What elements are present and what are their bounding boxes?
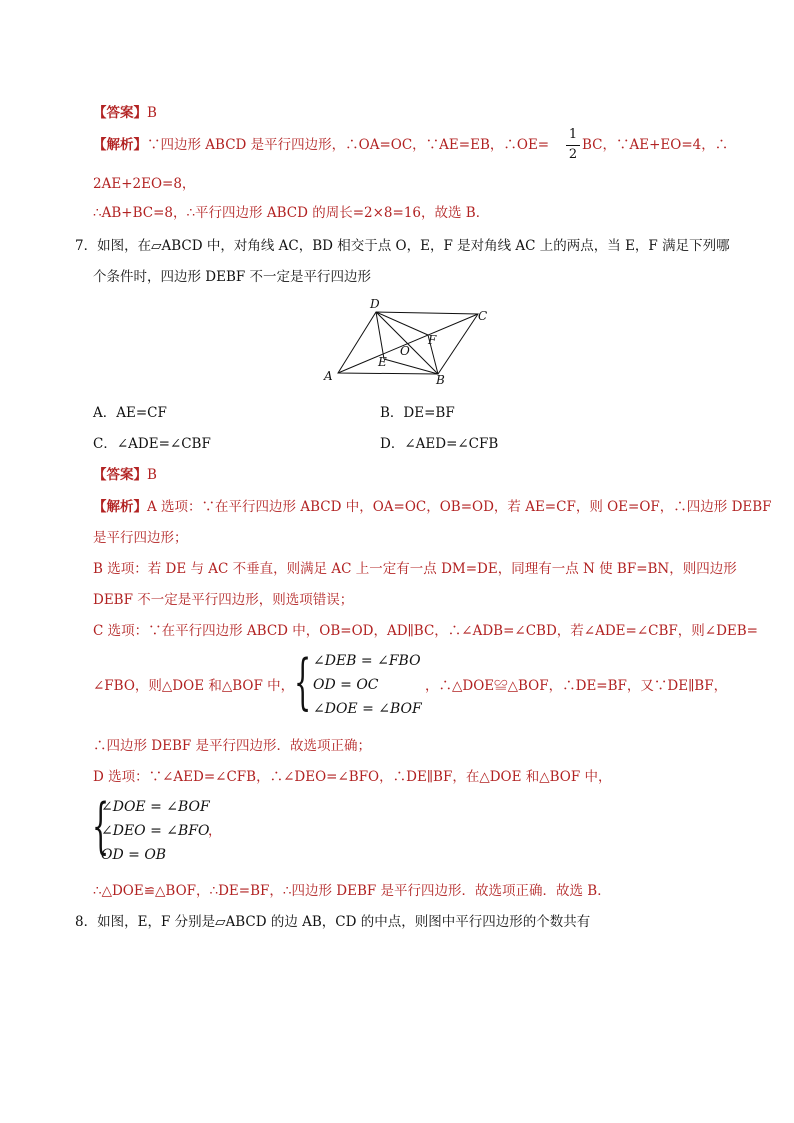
q6-analysis-line2: 2AE+2EO=8， xyxy=(93,176,196,192)
q7-analysis-c3: ∴四边形 DEBF 是平行四边形．故选项正确； xyxy=(93,738,372,754)
q7-analysis-c2a: ∠FBO，则△DOE 和△BOF 中， xyxy=(93,678,295,694)
d-eq-1: ∠DOE = ∠BOF xyxy=(101,799,210,815)
answer-value: B xyxy=(147,467,157,483)
q7-stem-line2: 个条件时，四边形 DEBF 不一定是平行四边形 xyxy=(93,269,372,285)
answer-tag: 【答案】 xyxy=(93,105,147,121)
d-eq-3: OD = OB xyxy=(101,847,167,863)
analysis-tag: 【解析】 xyxy=(93,137,147,153)
label-c: C xyxy=(478,309,488,323)
label-e: E xyxy=(378,355,387,369)
q7-analysis-c2b: ，∴△DOE≌△BOF，∴DE=BF，又∵DE∥BF， xyxy=(425,678,728,694)
q7-analysis-b2: DEBF 不一定是平行四边形，则选项错误； xyxy=(93,592,354,608)
label-o: O xyxy=(400,344,410,358)
q7-analysis-d3: ∴△DOE≌△BOF，∴DE=BF，∴四边形 DEBF 是平行四边形．故选项正确．故选 B． xyxy=(93,883,611,899)
label-a: A xyxy=(324,369,333,383)
q7-option-a: A．AE=CF xyxy=(93,405,167,421)
c-equation-system xyxy=(313,649,422,721)
analysis-text: A 选项：∵在平行四边形 ABCD 中，OA=OC，OB=OD，若 AE=CF，则 OE=OF，∴四边形 DEBF xyxy=(147,499,772,515)
d-equation-system xyxy=(101,795,210,867)
q6-answer-line xyxy=(93,104,157,122)
parallelogram-figure xyxy=(320,295,500,387)
analysis-text: ∵四边形 ABCD 是平行四边形，∴OA=OC，∵AE=EB，∴OE= xyxy=(147,137,550,153)
q6-analysis-line3: ∴AB+BC=8，∴平行四边形 ABCD 的周长=2×8=16，故选 B． xyxy=(93,205,490,221)
q7-analysis-c1: C 选项：∵在平行四边形 ABCD 中，OB=OD，AD∥BC，∴∠ADB=∠CBD，若∠ADE=∠CBF，则∠DEB= xyxy=(93,623,758,639)
c-eq-1: ∠DEB = ∠FBO xyxy=(313,653,421,669)
label-d: D xyxy=(370,297,380,311)
q7-analysis-a2: 是平行四边形； xyxy=(93,530,188,546)
fraction-bar xyxy=(566,145,580,146)
answer-tag: 【答案】 xyxy=(93,467,147,483)
d-system-comma: ， xyxy=(208,823,222,839)
segment-df xyxy=(376,312,428,335)
q7-answer-line xyxy=(93,466,157,484)
q7-analysis-d1: D 选项：∵∠AED=∠CFB，∴∠DEO=∠BFO，∴DE∥BF，在△DOE 和△BOF 中， xyxy=(93,769,612,785)
d-eq-2: ∠DEO = ∠BFO xyxy=(101,823,210,839)
q8-stem: 8．如图，E，F 分别是▱ABCD 的边 AB，CD 的中点，则图中平行四边形的个数共有 xyxy=(75,914,591,930)
left-brace: { xyxy=(92,791,110,861)
q7-option-d: D．∠AED=∠CFB xyxy=(380,436,499,452)
q7-option-c: C．∠ADE=∠CBF xyxy=(93,436,211,452)
q6-analysis-line1 xyxy=(93,136,549,154)
q7-analysis-a1 xyxy=(93,498,772,516)
analysis-tag: 【解析】 xyxy=(93,499,147,515)
label-f: F xyxy=(428,333,437,347)
c-eq-3: ∠DOE = ∠BOF xyxy=(313,701,422,717)
frac-denominator: 2 xyxy=(568,147,578,162)
left-brace: { xyxy=(294,647,312,717)
frac-numerator: 1 xyxy=(568,127,578,142)
q7-stem-line1: 7．如图，在▱ABCD 中，对角线 AC，BD 相交于点 O，E，F 是对角线 AC 上的两点，当 E，F 满足下列哪 xyxy=(75,238,730,254)
c-eq-2: OD = OC xyxy=(313,677,379,693)
answer-value: B xyxy=(147,105,157,121)
label-b: B xyxy=(436,373,445,387)
q7-option-b: B．DE=BF xyxy=(380,405,455,421)
q6-analysis-line1b: BC，∵AE+EO=4，∴ xyxy=(582,137,729,153)
q7-analysis-b1: B 选项：若 DE 与 AC 不垂直，则满足 AC 上一定有一点 DM=DE，同理有一点 N 使 BF=BN，则四边形 xyxy=(93,561,737,577)
